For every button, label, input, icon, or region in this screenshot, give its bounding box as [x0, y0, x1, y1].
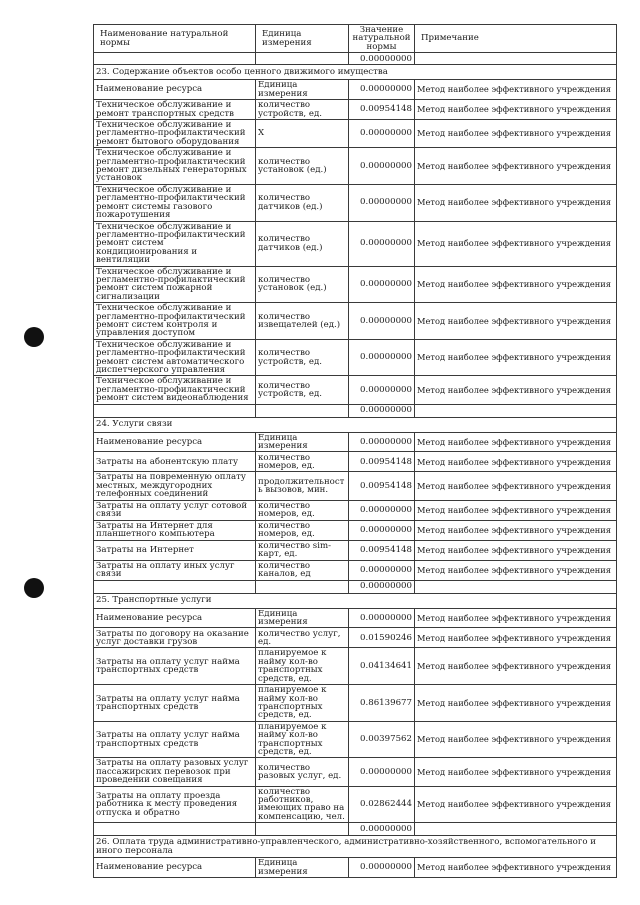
cell-value: 0.00000000: [349, 339, 415, 376]
cell-note: Метод наиболее эффективного учреждения: [415, 376, 617, 404]
cell-value: 0.01590246: [349, 628, 415, 648]
table-row: [94, 376, 617, 404]
cell-note: Метод наиболее эффективного учреждения: [415, 560, 617, 580]
cell-unit: количество услуг, ед.: [256, 628, 349, 648]
cell-unit: [256, 53, 349, 65]
cell-note: Метод наиболее эффективного учреждения: [415, 120, 617, 148]
cell-value: 0.00954148: [349, 540, 415, 560]
header-note: Примечание: [415, 25, 617, 53]
table-row: [94, 100, 617, 120]
cell-name: Затраты на оплату услуг найма транспортных средств: [94, 685, 256, 722]
cell-name: Техническое обслуживание и регламентно-профилактический ремонт системы газового пожаротушения: [94, 184, 256, 221]
cell-name: Техническое обслуживание и регламентно-профилактический ремонт систем кондиционирования и вентиляции: [94, 221, 256, 266]
cell-note: Метод наиболее эффективного учреждения: [415, 221, 617, 266]
cell-value: 0.00000000: [349, 266, 415, 303]
table-row: [94, 560, 617, 580]
cell-note: Метод наиболее эффективного учреждения: [415, 721, 617, 758]
table-row: [94, 500, 617, 520]
table-row: [94, 685, 617, 722]
cell-name: Наименование ресурса: [94, 432, 256, 452]
cell-note: [415, 404, 617, 417]
cell-unit: количество устройств, ед.: [256, 376, 349, 404]
table-row: [94, 648, 617, 685]
table-row: [94, 432, 617, 452]
table-row: [94, 266, 617, 303]
table-row: [94, 858, 617, 878]
table-row: [94, 303, 617, 340]
cell-value: 0.04134641: [349, 648, 415, 685]
cell-value: 0.00954148: [349, 472, 415, 500]
cell-note: [415, 53, 617, 65]
cell-unit: количество номеров, ед.: [256, 520, 349, 540]
cell-unit: количество датчиков (ед.): [256, 221, 349, 266]
cell-value: 0.86139677: [349, 685, 415, 722]
table-row: [94, 758, 617, 786]
cell-note: Метод наиболее эффективного учреждения: [415, 520, 617, 540]
cell-note: Метод наиболее эффективного учреждения: [415, 148, 617, 185]
table-header-row: [94, 25, 617, 53]
table-row: [94, 120, 617, 148]
header-value: Значение натуральной нормы: [349, 25, 415, 53]
cell-value: 0.00000000: [349, 823, 415, 836]
cell-name: Затраты на абонентскую плату: [94, 452, 256, 472]
table-row: [94, 608, 617, 628]
cell-unit: Единица измерения: [256, 858, 349, 878]
section-heading-row: [94, 593, 617, 608]
section-title: 25. Транспортные услуги: [94, 593, 617, 608]
cell-unit: продолжительность вызовов, мин.: [256, 472, 349, 500]
cell-value: 0.00000000: [349, 580, 415, 593]
cell-value: 0.00000000: [349, 148, 415, 185]
table-row: [94, 786, 617, 823]
cell-note: [415, 580, 617, 593]
cell-name: Техническое обслуживание и регламентно-профилактический ремонт систем пожарной сигнализации: [94, 266, 256, 303]
table-row: [94, 80, 617, 100]
cell-name: Техническое обслуживание и регламентно-профилактический ремонт систем контроля и управления доступом: [94, 303, 256, 340]
table-row: [94, 520, 617, 540]
table-row: [94, 184, 617, 221]
table-row: [94, 53, 617, 65]
section-heading-row: [94, 65, 617, 80]
cell-value: 0.00000000: [349, 376, 415, 404]
cell-note: Метод наиболее эффективного учреждения: [415, 500, 617, 520]
cell-unit: Единица измерения: [256, 432, 349, 452]
table-row: [94, 721, 617, 758]
cell-value: 0.00000000: [349, 608, 415, 628]
section-heading-row: [94, 417, 617, 432]
cell-name: [94, 823, 256, 836]
cell-unit: количество каналов, ед: [256, 560, 349, 580]
cell-value: 0.00000000: [349, 432, 415, 452]
cell-note: Метод наиболее эффективного учреждения: [415, 858, 617, 878]
table-row: [94, 404, 617, 417]
cell-note: Метод наиболее эффективного учреждения: [415, 100, 617, 120]
cell-name: Затраты на Интернет: [94, 540, 256, 560]
cell-name: Наименование ресурса: [94, 80, 256, 100]
cell-value: 0.00954148: [349, 452, 415, 472]
cell-name: Затраты по договору на оказание услуг доставки грузов: [94, 628, 256, 648]
cell-value: 0.00000000: [349, 758, 415, 786]
cell-note: Метод наиболее эффективного учреждения: [415, 540, 617, 560]
table-row: [94, 472, 617, 500]
table-row: [94, 339, 617, 376]
cell-note: Метод наиболее эффективного учреждения: [415, 472, 617, 500]
cell-unit: [256, 404, 349, 417]
cell-unit: Единица измерения: [256, 80, 349, 100]
cell-note: Метод наиболее эффективного учреждения: [415, 786, 617, 823]
cell-unit: планируемое к найму кол-во транспортных средств, ед.: [256, 648, 349, 685]
cell-name: Техническое обслуживание и регламентно-профилактический ремонт бытового оборудования: [94, 120, 256, 148]
punch-hole-top: [24, 327, 44, 347]
cell-name: Затраты на оплату иных услуг связи: [94, 560, 256, 580]
cell-unit: количество устройств, ед.: [256, 339, 349, 376]
cell-note: Метод наиболее эффективного учреждения: [415, 758, 617, 786]
cell-name: Техническое обслуживание и ремонт транспортных средств: [94, 100, 256, 120]
cell-unit: количество установок (ед.): [256, 148, 349, 185]
cell-unit: количество работников, имеющих право на компенсацию, чел.: [256, 786, 349, 823]
norms-table: [93, 24, 617, 878]
cell-unit: [256, 580, 349, 593]
section-heading-row: [94, 836, 617, 858]
cell-note: Метод наиболее эффективного учреждения: [415, 608, 617, 628]
cell-name: [94, 580, 256, 593]
cell-note: Метод наиболее эффективного учреждения: [415, 648, 617, 685]
cell-value: 0.00000000: [349, 560, 415, 580]
header-unit: Единица измерения: [256, 25, 349, 53]
cell-note: Метод наиболее эффективного учреждения: [415, 432, 617, 452]
cell-unit: количество устройств, ед.: [256, 100, 349, 120]
cell-unit: Единица измерения: [256, 608, 349, 628]
cell-name: Техническое обслуживание и регламентно-профилактический ремонт дизельных генераторных установок: [94, 148, 256, 185]
table-row: [94, 540, 617, 560]
cell-value: 0.00000000: [349, 404, 415, 417]
section-title: 24. Услуги связи: [94, 417, 617, 432]
cell-note: Метод наиболее эффективного учреждения: [415, 80, 617, 100]
cell-name: Затраты на оплату услуг найма транспортных средств: [94, 721, 256, 758]
table-row: [94, 148, 617, 185]
cell-unit: количество номеров, ед.: [256, 500, 349, 520]
cell-unit: количество sim-карт, ед.: [256, 540, 349, 560]
cell-value: 0.00397562: [349, 721, 415, 758]
cell-note: Метод наиболее эффективного учреждения: [415, 266, 617, 303]
table-row: [94, 452, 617, 472]
cell-unit: планируемое к найму кол-во транспортных средств, ед.: [256, 685, 349, 722]
cell-value: 0.00954148: [349, 100, 415, 120]
cell-value: 0.00000000: [349, 500, 415, 520]
cell-name: Затраты на Интернет для планшетного компьютера: [94, 520, 256, 540]
cell-unit: количество извещателей (ед.): [256, 303, 349, 340]
cell-note: Метод наиболее эффективного учреждения: [415, 452, 617, 472]
cell-unit: X: [256, 120, 349, 148]
cell-name: Затраты на оплату услуг найма транспортных средств: [94, 648, 256, 685]
cell-value: 0.00000000: [349, 53, 415, 65]
cell-value: 0.02862444: [349, 786, 415, 823]
header-name: Наименование натуральной нормы: [94, 25, 256, 53]
cell-value: 0.00000000: [349, 80, 415, 100]
cell-note: [415, 823, 617, 836]
cell-note: Метод наиболее эффективного учреждения: [415, 184, 617, 221]
cell-name: Затраты на повременную оплату местных, междугородних телефонных соединений: [94, 472, 256, 500]
cell-value: 0.00000000: [349, 184, 415, 221]
punch-hole-bottom: [24, 578, 44, 598]
cell-name: Затраты на оплату разовых услуг пассажирских перевозок при проведении совещания: [94, 758, 256, 786]
cell-name: Наименование ресурса: [94, 608, 256, 628]
cell-note: Метод наиболее эффективного учреждения: [415, 685, 617, 722]
cell-unit: количество номеров, ед.: [256, 452, 349, 472]
cell-name: Затраты на оплату проезда работника к месту проведения отпуска и обратно: [94, 786, 256, 823]
cell-name: Затраты на оплату услуг сотовой связи: [94, 500, 256, 520]
table-row: [94, 580, 617, 593]
cell-value: 0.00000000: [349, 303, 415, 340]
cell-note: Метод наиболее эффективного учреждения: [415, 628, 617, 648]
cell-value: 0.00000000: [349, 520, 415, 540]
cell-value: 0.00000000: [349, 120, 415, 148]
table-row: [94, 221, 617, 266]
cell-value: 0.00000000: [349, 221, 415, 266]
section-title: 23. Содержание объектов особо ценного движимого имущества: [94, 65, 617, 80]
cell-value: 0.00000000: [349, 858, 415, 878]
cell-unit: количество датчиков (ед.): [256, 184, 349, 221]
cell-unit: планируемое к найму кол-во транспортных средств, ед.: [256, 721, 349, 758]
cell-name: [94, 404, 256, 417]
cell-name: [94, 53, 256, 65]
cell-name: Техническое обслуживание и регламентно-профилактический ремонт систем автоматического диспетчерского управления: [94, 339, 256, 376]
cell-name: Техническое обслуживание и регламентно-профилактический ремонт систем видеонаблюдения: [94, 376, 256, 404]
cell-name: Наименование ресурса: [94, 858, 256, 878]
cell-note: Метод наиболее эффективного учреждения: [415, 303, 617, 340]
section-title: 26. Оплата труда административно-управленческого, административно-хозяйственного, вспомогательного и иного персонала: [94, 836, 617, 858]
cell-unit: количество разовых услуг, ед.: [256, 758, 349, 786]
cell-unit: [256, 823, 349, 836]
table-row: [94, 823, 617, 836]
table-row: [94, 628, 617, 648]
cell-unit: количество установок (ед.): [256, 266, 349, 303]
cell-note: Метод наиболее эффективного учреждения: [415, 339, 617, 376]
